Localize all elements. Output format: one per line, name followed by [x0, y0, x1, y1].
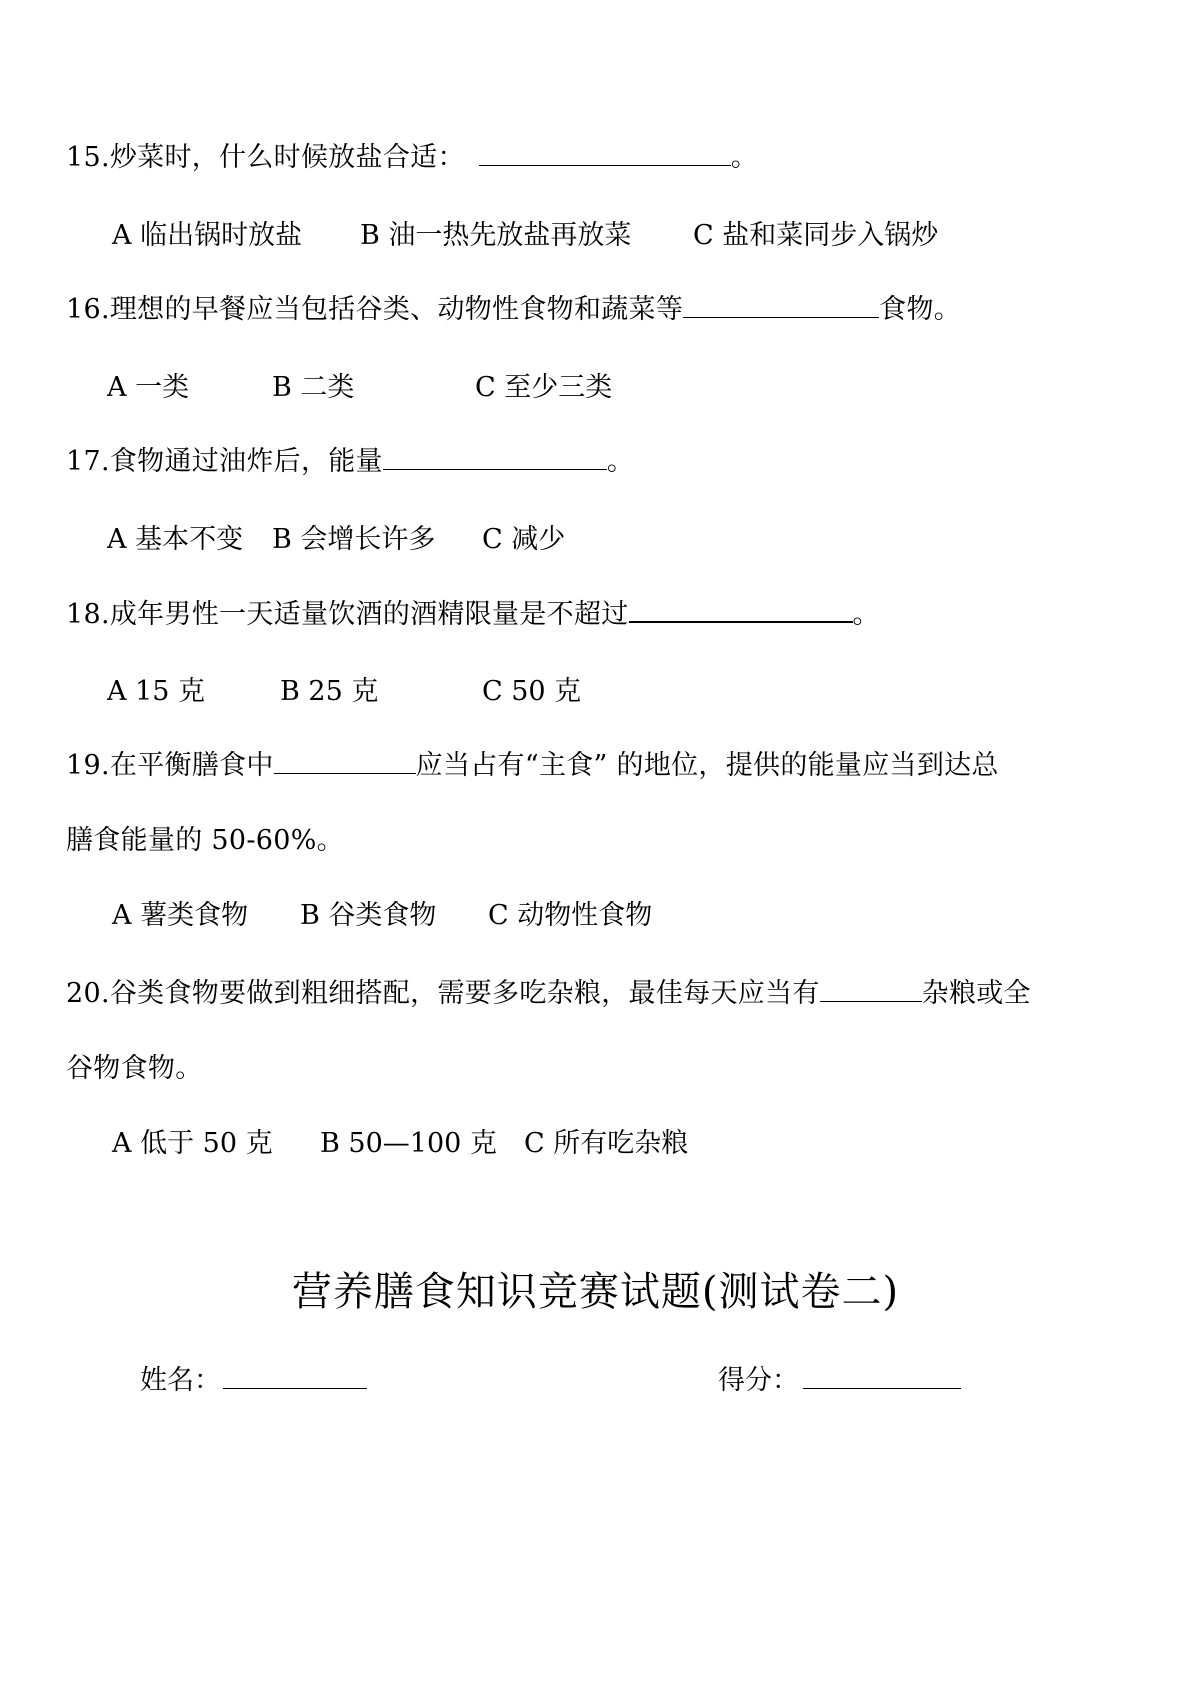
question-20-suffix: 杂粮或全 [921, 978, 1031, 1009]
name-input-line[interactable] [223, 1364, 367, 1389]
answer-blank-18[interactable] [629, 595, 853, 623]
answer-blank-19[interactable] [274, 747, 416, 774]
question-17-stem: 17.食物通过油炸后，能量 [66, 446, 383, 477]
question-16-stem: 16.理想的早餐应当包括谷类、动物性食物和蔬菜等 [66, 294, 684, 325]
answer-blank-20[interactable] [820, 975, 922, 1002]
question-17 [66, 443, 634, 480]
option-17-a: A 基本不变 [107, 524, 244, 555]
option-15-a: A 临出锅时放盐 [112, 220, 303, 251]
option-18-a: A 15 克 [107, 676, 206, 707]
option-18-b: B 25 克 [280, 676, 379, 707]
question-19-suffix: 应当占有“主食” 的地位，提供的能量应当到达总 [415, 750, 999, 781]
name-label: 姓名： [140, 1365, 221, 1396]
option-19-c: C 动物性食物 [488, 900, 653, 931]
name-field [140, 1363, 367, 1399]
option-16-a: A 一类 [107, 372, 190, 403]
option-19-a: A 薯类食物 [112, 900, 249, 931]
option-20-b: B 50—100 克 [320, 1128, 497, 1159]
question-19 [66, 747, 999, 784]
question-20-stem: 20.谷类食物要做到粗细搭配，需要多吃杂粮，最佳每天应当有 [66, 978, 820, 1009]
option-15-c: C 盐和菜同步入锅炒 [693, 220, 939, 251]
option-15-b: B 油一热先放盐再放菜 [360, 220, 632, 251]
score-input-line[interactable] [803, 1364, 961, 1389]
question-15 [66, 139, 758, 176]
question-20 [66, 975, 1031, 1012]
question-19-continuation: 膳食能量的 50-60%。 [66, 825, 344, 856]
score-label: 得分： [718, 1365, 799, 1396]
question-16 [66, 291, 961, 328]
page-title: 营养膳食知识竞赛试题(测试卷二) [291, 1269, 900, 1315]
option-20-a: A 低于 50 克 [112, 1128, 273, 1159]
option-19-b: B 谷类食物 [300, 900, 437, 931]
question-16-suffix: 食物。 [879, 294, 962, 325]
answer-blank-17[interactable] [383, 443, 607, 470]
option-16-b: B 二类 [272, 372, 355, 403]
score-field [718, 1363, 961, 1399]
option-20-c: C 所有吃杂粮 [524, 1128, 689, 1159]
option-18-c: C 50 克 [482, 676, 582, 707]
question-19-stem: 19.在平衡膳食中 [66, 750, 274, 781]
question-18-stem: 18.成年男性一天适量饮酒的酒精限量是不超过 [66, 599, 629, 630]
question-15-suffix: 。 [730, 142, 759, 173]
option-17-c: C 减少 [482, 524, 566, 555]
question-15-stem: 15.炒菜时，什么时候放盐合适： [66, 142, 465, 173]
question-18 [66, 595, 880, 633]
option-16-c: C 至少三类 [475, 372, 613, 403]
question-18-suffix: 。 [852, 599, 880, 630]
question-17-suffix: 。 [606, 446, 635, 477]
option-17-b: B 会增长许多 [272, 524, 436, 555]
question-20-continuation: 谷物食物。 [66, 1053, 203, 1084]
answer-blank-15[interactable] [479, 139, 731, 166]
answer-blank-16[interactable] [683, 291, 879, 318]
